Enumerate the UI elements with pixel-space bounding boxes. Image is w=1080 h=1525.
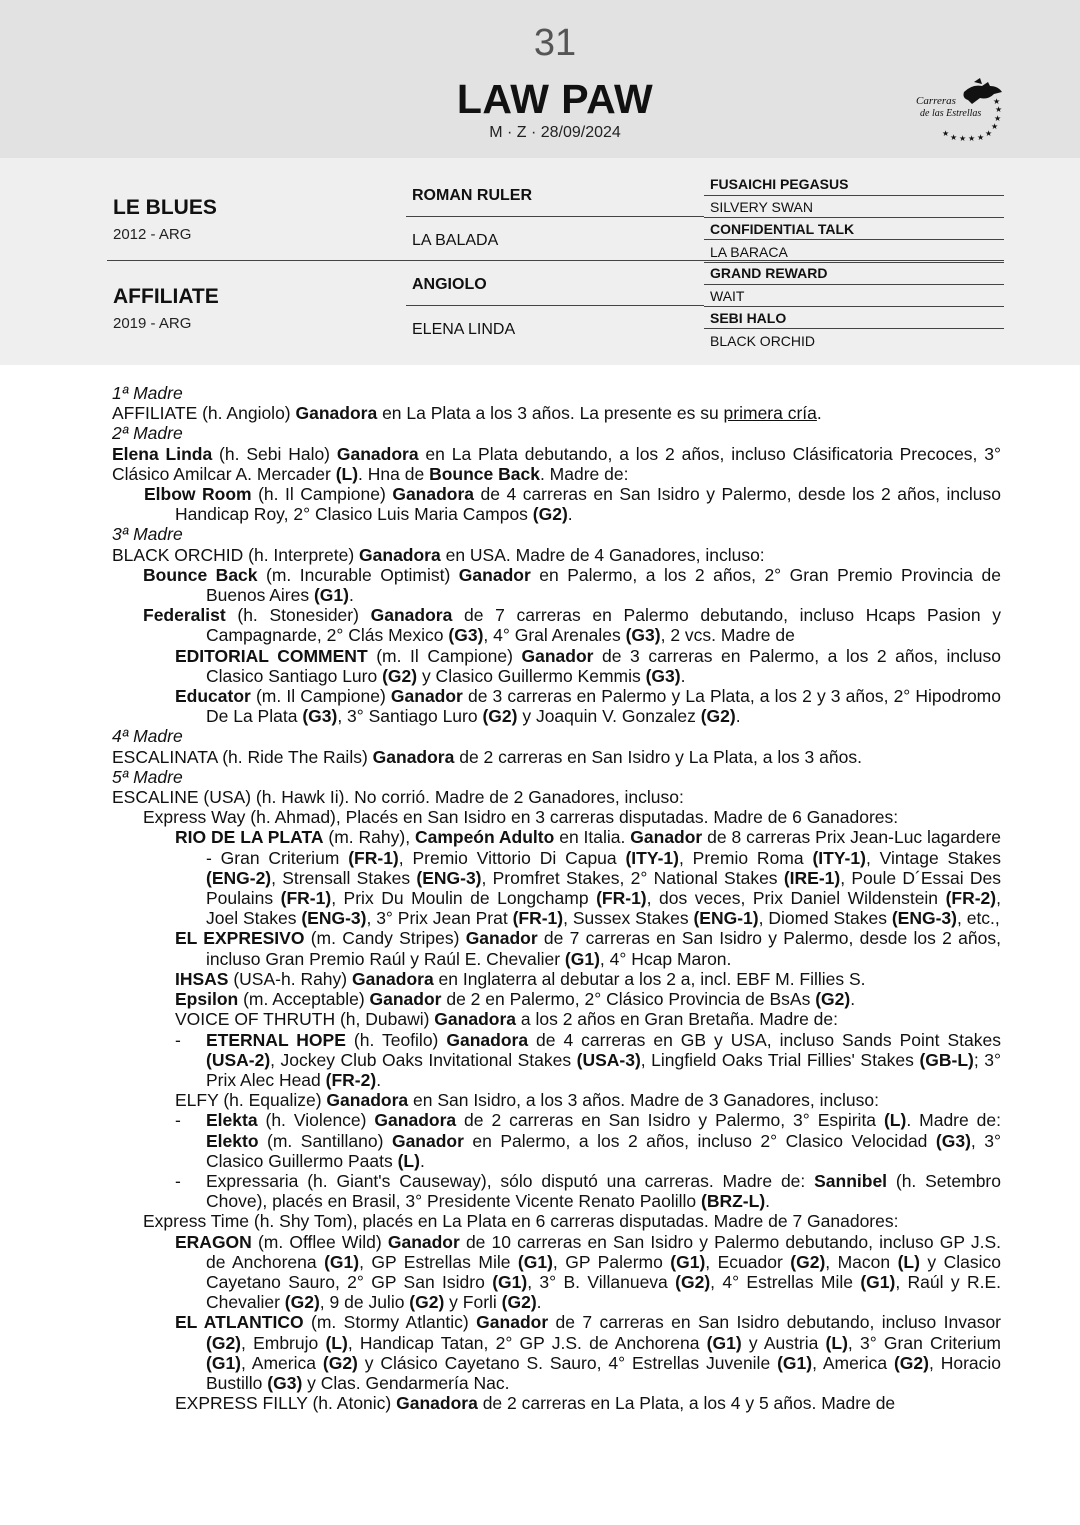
paragraph: Epsilon (m. Acceptable) Ganador de 2 en Palermo, 2° Clásico Provincia de BsAs (G2). [175, 989, 856, 1010]
gen2-2: LA BALADA [412, 232, 499, 249]
pedigree-table [0, 158, 1080, 365]
divider [704, 284, 1004, 285]
svg-text:★: ★ [959, 134, 967, 143]
divider [107, 260, 1004, 261]
divider [704, 262, 1004, 263]
divider [406, 216, 704, 217]
paragraph: ELFY (h. Equalize) Ganadora en San Isidro, a los 3 años. Madre de 3 Ganadores, incluso: [175, 1090, 879, 1111]
dam-heading-2: 2ª Madre [112, 423, 183, 444]
paragraph: ERAGON (m. Offlee Wild) Ganador de 10 carreras en San Isidro y Palermo debutando, incluso GP J.S. de Anchorena (G1), GP Estrellas Mile (G1), GP Palermo (G1), Ecuador (G2), Macon (L) y Clasico Cayetano Sauro, 2° GP San Isidro (G1), 3° B. Villanueva (G2), 4° Estrellas Mile (G1), Raúl y R.E. Chevalier (G2), 9 de Julio (G2) y Forli (G2). [175, 1231, 1001, 1313]
horse-name: LAW PAW [456, 76, 654, 122]
divider [704, 239, 1004, 240]
divider [406, 305, 704, 306]
carreras-logo [914, 78, 1006, 144]
dam-heading-5: 5ª Madre [112, 766, 183, 787]
sire-info: 2012 - ARG [113, 226, 192, 243]
gen3-6: WAIT [710, 288, 745, 304]
lot-number: 31 [533, 22, 577, 64]
paragraph: - Elekta (h. Violence) Ganadora de 2 carreras en San Isidro y Palermo, 3° Espirita (L). Madre de: Elekto (m. Santillano) Ganador en Palermo, a los 2 años, incluso 2° Clasico Velocidad (G3), 3° Clasico Guillermo Paats (L). [175, 1110, 1001, 1171]
divider [704, 328, 1004, 329]
gen3-8: BLACK ORCHID [710, 333, 816, 349]
header-band [0, 0, 1080, 158]
gen2-4: ELENA LINDA [412, 321, 516, 338]
divider [704, 306, 1004, 307]
svg-text:★: ★ [995, 105, 1003, 114]
horse-details: M · Z · 28/09/2024 [489, 124, 621, 141]
gen3-2: SILVERY SWAN [710, 199, 813, 215]
gen3-1: FUSAICHI PEGASUS [710, 176, 849, 192]
sire-block [113, 196, 217, 243]
paragraph: ESCALINE (USA) (h. Hawk Ii). No corrió. Madre de 2 Ganadores, incluso: [112, 787, 684, 808]
svg-text:★: ★ [993, 97, 1001, 106]
dam-block [113, 285, 219, 332]
paragraph: EDITORIAL COMMENT (m. Il Campione) Ganador de 3 carreras en Palermo, a los 2 años, incluso Clasico Santiago Luro (G2) y Clasico Guillermo Kemmis (G3). [175, 645, 1002, 686]
produce-record [112, 383, 1001, 1413]
svg-text:★: ★ [950, 133, 958, 142]
gen3-5: GRAND REWARD [710, 265, 828, 281]
dam-heading-1: 1ª Madre [112, 383, 183, 403]
logo-text-2: de las Estrellas [920, 108, 982, 119]
paragraph: AFFILIATE (h. Angiolo) Ganadora en La Plata a los 3 años. La presente es su primera cría. [112, 403, 822, 424]
svg-text:★: ★ [985, 129, 993, 138]
dam-heading-3: 3ª Madre [112, 524, 183, 545]
gen2-1: ROMAN RULER [412, 187, 532, 204]
gen3-4: LA BARACA [710, 244, 788, 260]
divider [704, 195, 1004, 196]
dam-heading-4: 4ª Madre [112, 726, 183, 747]
svg-text:★: ★ [994, 114, 1002, 123]
paragraph: Federalist (h. Stonesider) Ganadora de 7 carreras en Palermo debutando, incluso Hcaps Pasion y Campagnarde, 2° Clás Mexico (G3), 4° Gral Arenales (G3), 2 vcs. Madre de [143, 605, 1001, 646]
paragraph: Elena Linda (h. Sebi Halo) Ganadora en La Plata debutando, a los 2 años, incluso Clásificatoria Precoces, 3° Clásico Amilcar A. Mercader (L). Hna de Bounce Back. Madre de: [112, 443, 1001, 484]
gen3-7: SEBI HALO [710, 310, 787, 326]
svg-text:★: ★ [968, 134, 976, 143]
paragraph: EL EXPRESIVO (m. Candy Stripes) Ganador de 7 carreras en San Isidro y Palermo, desde los 2 años, incluso Gran Premio Raúl y Raúl E. Chevalier (G1), 4° Hcap Maron. [175, 928, 1001, 969]
paragraph: Express Time (h. Shy Tom), placés en La Plata en 6 carreras disputadas. Madre de 7 Ganadores: [143, 1211, 899, 1232]
dam-name: AFFILIATE [113, 285, 219, 308]
logo-text-1: Carreras [916, 95, 956, 107]
paragraph: BLACK ORCHID (h. Interprete) Ganadora en USA. Madre de 4 Ganadores, incluso: [112, 544, 765, 565]
gen2-3: ANGIOLO [412, 276, 487, 293]
paragraph: - Expressaria (h. Giant's Causeway), sólo disputó una carreras. Madre de: Sannibel (h. Setembro Chove), placés en Brasil, 3° Presidente Vicente Renato Paolillo (BRZ-L). [175, 1170, 1001, 1212]
paragraph: - ETERNAL HOPE (h. Teofilo) Ganadora de 4 carreras en GB y USA, incluso Sands Point Stakes (USA-2), Jockey Club Oaks Invitational Stakes (USA-3), Lingfield Oaks Trial Fillies' Stakes (GB-L); 3° Prix Alec Head (FR-2). [175, 1029, 1001, 1090]
divider [704, 217, 1004, 218]
gen3-3: CONFIDENTIAL TALK [710, 221, 855, 237]
paragraph: Educator (m. Il Campione) Ganador de 3 carreras en Palermo y La Plata, a los 2 y 3 años, 2° Hipodromo De La Plata (G3), 3° Santiago Luro (G2) y Joaquin V. Gonzalez (G2). [175, 686, 1001, 727]
svg-text:★: ★ [991, 122, 999, 131]
paragraph: VOICE OF THRUTH (h, Dubawi) Ganadora a los 2 años en Gran Bretaña. Madre de: [175, 1009, 838, 1030]
paragraph: EXPRESS FILLY (h. Atonic) Ganadora de 2 carreras en La Plata, a los 4 y 5 años. Madre de [175, 1393, 896, 1414]
paragraph: EL ATLANTICO (m. Stormy Atlantic) Ganador de 7 carreras en San Isidro debutando, incluso Invasor (G2), Embrujo (L), Handicap Tatan, 2° GP J.S. de Anchorena (G1) y Austria (L), 3° Gran Criterium (G1), America (G2) y Clásico Cayetano S. Sauro, 4° Estrellas Juvenile (G1), America (G2), Horacio Bustillo (G3) y Clas. Gendarmería Nac. [175, 1312, 1002, 1393]
paragraph: Bounce Back (m. Incurable Optimist) Ganador en Palermo, a los 2 años, 2° Gran Premio Provincia de Buenos Aires (G1). [143, 564, 1001, 606]
svg-text:★: ★ [942, 129, 950, 138]
dam-info: 2019 - ARG [113, 315, 192, 332]
paragraph: Express Way (h. Ahmad), Placés en San Isidro en 3 carreras disputadas. Madre de 6 Ganadores: [143, 807, 899, 828]
svg-text:★: ★ [977, 133, 985, 142]
paragraph: ESCALINATA (h. Ride The Rails) Ganadora de 2 carreras en San Isidro y La Plata, a los 3 años. [112, 746, 862, 767]
paragraph: IHSAS (USA-h. Rahy) Ganadora en Inglaterra al debutar a los 2 a, incl. EBF M. Fillies S. [175, 968, 866, 989]
paragraph: Elbow Room (h. Il Campione) Ganadora de 4 carreras en San Isidro y Palermo, desde los 2 años, incluso Handicap Roy, 2° Clasico Luis Maria Campos (G2). [144, 484, 1002, 525]
sire-name: LE BLUES [113, 196, 217, 219]
paragraph: RIO DE LA PLATA (m. Rahy), Campeón Adulto en Italia. Ganador de 8 carreras Prix Jean-Luc lagardere - Gran Criterium (FR-1), Premio Vittorio Di Capua (ITY-1), Premio Roma (ITY-1), Vintage Stakes (ENG-2), Strensall Stakes (ENG-3), Promfret Stakes, 2° National Stakes (IRE-1), Poule D´Essai Des Poulains (FR-1), Prix Du Moulin de Longchamp (FR-1), dos veces, Prix Daniel Wildenstein (FR-2), Joel Stakes (ENG-3), 3° Prix Jean Prat (FR-1), Sussex Stakes (ENG-1), Diomed Stakes (ENG-3), etc., [175, 827, 1002, 929]
